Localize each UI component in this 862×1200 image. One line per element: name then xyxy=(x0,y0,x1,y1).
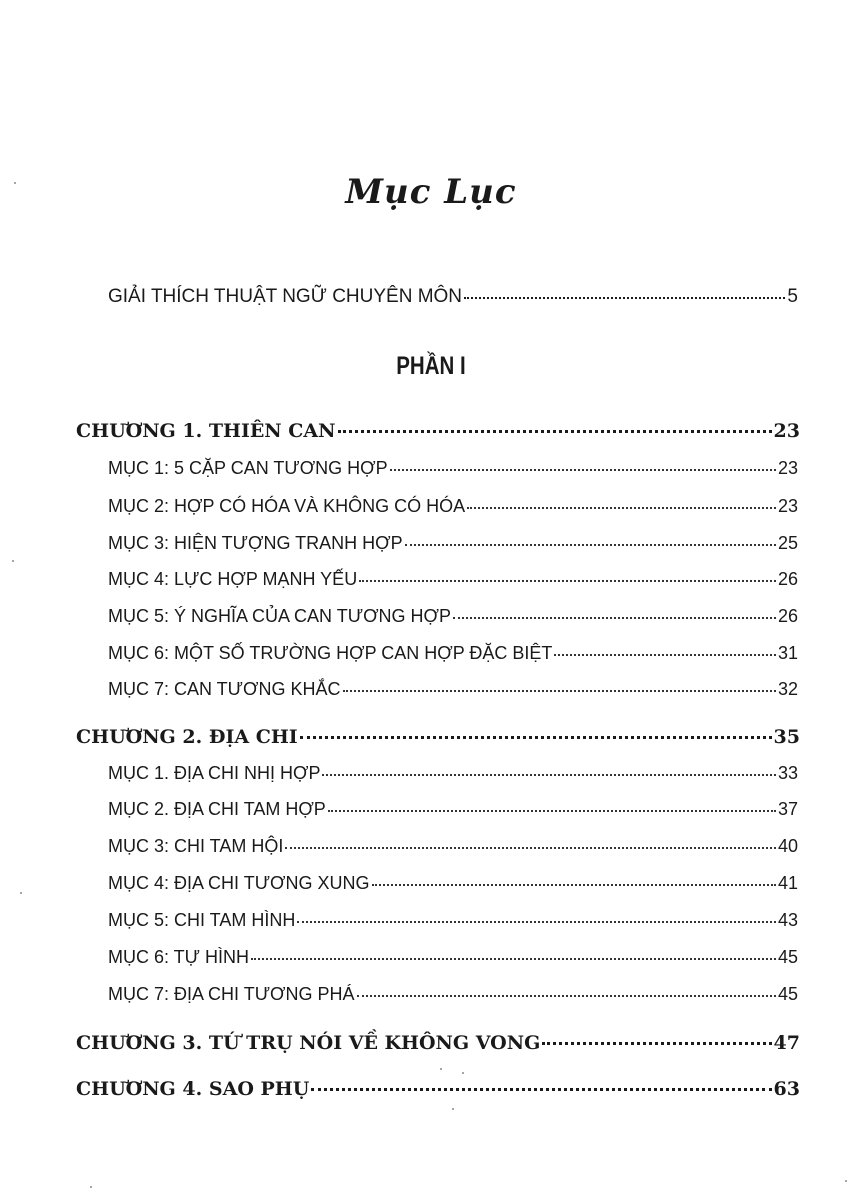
toc-item xyxy=(108,496,798,517)
dot-leader xyxy=(297,920,776,923)
dot-leader xyxy=(338,429,772,433)
toc-chapter-3 xyxy=(76,1032,800,1054)
dot-leader xyxy=(554,653,776,656)
dot-leader xyxy=(390,468,776,471)
item-label: MỤC 4: LỰC HỢP MẠNH YẾU xyxy=(108,569,358,589)
dot-leader xyxy=(357,994,776,997)
item-label: MỤC 6: TỰ HÌNH xyxy=(108,947,250,967)
item-page: 43 xyxy=(777,910,798,930)
chapter-page: 47 xyxy=(773,1032,800,1054)
dot-leader xyxy=(372,883,776,886)
dot-leader xyxy=(453,616,776,619)
dot-leader xyxy=(467,506,776,509)
toc-item xyxy=(108,533,798,554)
item-page: 26 xyxy=(777,569,798,589)
item-label: MỤC 1: 5 CẶP CAN TƯƠNG HỢP xyxy=(108,458,388,478)
toc-item xyxy=(108,984,798,1005)
toc-item xyxy=(108,458,798,479)
item-label: MỤC 2. ĐỊA CHI TAM HỢP xyxy=(108,799,326,819)
toc-entry-page: 5 xyxy=(787,286,798,307)
dot-leader xyxy=(311,1087,771,1091)
item-label: MỤC 1. ĐỊA CHI NHỊ HỢP xyxy=(108,763,321,783)
toc-item xyxy=(108,763,798,784)
item-label: MỤC 5: CHI TAM HÌNH xyxy=(108,910,296,930)
item-label: MỤC 7: CAN TƯƠNG KHẮC xyxy=(108,679,341,699)
item-page: 32 xyxy=(777,679,798,699)
chapter-label: CHƯƠNG 2. ĐỊA CHI xyxy=(76,726,298,748)
chapter-page: 23 xyxy=(773,420,800,442)
item-label: MỤC 3: CHI TAM HỘI xyxy=(108,836,284,856)
chapter-label: CHƯƠNG 1. THIÊN CAN xyxy=(76,420,336,442)
dot-leader xyxy=(328,809,776,812)
dot-leader xyxy=(542,1041,771,1045)
item-page: 37 xyxy=(777,799,798,819)
item-label: MỤC 2: HỢP CÓ HÓA VÀ KHÔNG CÓ HÓA xyxy=(108,496,466,516)
toc-chapter-4 xyxy=(76,1078,800,1100)
toc-item xyxy=(108,606,798,627)
chapter-label: CHƯƠNG 3. TỨ TRỤ NÓI VỀ KHÔNG VONG xyxy=(76,1032,541,1054)
chapter-page: 35 xyxy=(773,726,800,748)
item-page: 45 xyxy=(777,947,798,967)
toc-item xyxy=(108,643,798,664)
chapter-page: 63 xyxy=(773,1078,800,1100)
toc-item xyxy=(108,947,798,968)
chapter-label: CHƯƠNG 4. SAO PHỤ xyxy=(76,1078,310,1100)
item-page: 45 xyxy=(777,984,798,1004)
toc-item xyxy=(108,569,798,590)
dot-leader xyxy=(285,846,776,849)
dot-leader xyxy=(464,296,785,299)
toc-chapter-1 xyxy=(76,420,800,442)
item-label: MỤC 4: ĐỊA CHI TƯƠNG XUNG xyxy=(108,873,370,893)
dot-leader xyxy=(322,773,776,776)
toc-entry-label: GIẢI THÍCH THUẬT NGỮ CHUYÊN MÔN xyxy=(108,286,463,307)
part-heading: PHẦN I xyxy=(396,352,466,380)
toc-item xyxy=(108,799,798,820)
toc-intro-entry xyxy=(108,286,798,308)
toc-item xyxy=(108,873,798,894)
dot-leader xyxy=(343,689,776,692)
item-page: 23 xyxy=(777,458,798,478)
item-page: 33 xyxy=(777,763,798,783)
item-page: 25 xyxy=(777,533,798,553)
page-title: Mục Lục xyxy=(345,172,517,212)
toc-chapter-2 xyxy=(76,726,800,748)
toc-item xyxy=(108,910,798,931)
item-label: MỤC 6: MỘT SỐ TRƯỜNG HỢP CAN HỢP ĐẶC BIỆT xyxy=(108,643,553,663)
item-label: MỤC 7: ĐỊA CHI TƯƠNG PHÁ xyxy=(108,984,355,1004)
item-label: MỤC 5: Ý NGHĨA CỦA CAN TƯƠNG HỢP xyxy=(108,606,451,626)
toc-item xyxy=(108,679,798,700)
dot-leader xyxy=(359,579,776,582)
dot-leader xyxy=(300,735,772,739)
item-page: 26 xyxy=(777,606,798,626)
dot-leader xyxy=(405,543,776,546)
dot-leader xyxy=(251,957,776,960)
item-page: 23 xyxy=(777,496,798,516)
item-label: MỤC 3: HIỆN TƯỢNG TRANH HỢP xyxy=(108,533,403,553)
item-page: 40 xyxy=(777,836,798,856)
item-page: 41 xyxy=(777,873,798,893)
item-page: 31 xyxy=(777,643,798,663)
toc-item xyxy=(108,836,798,857)
